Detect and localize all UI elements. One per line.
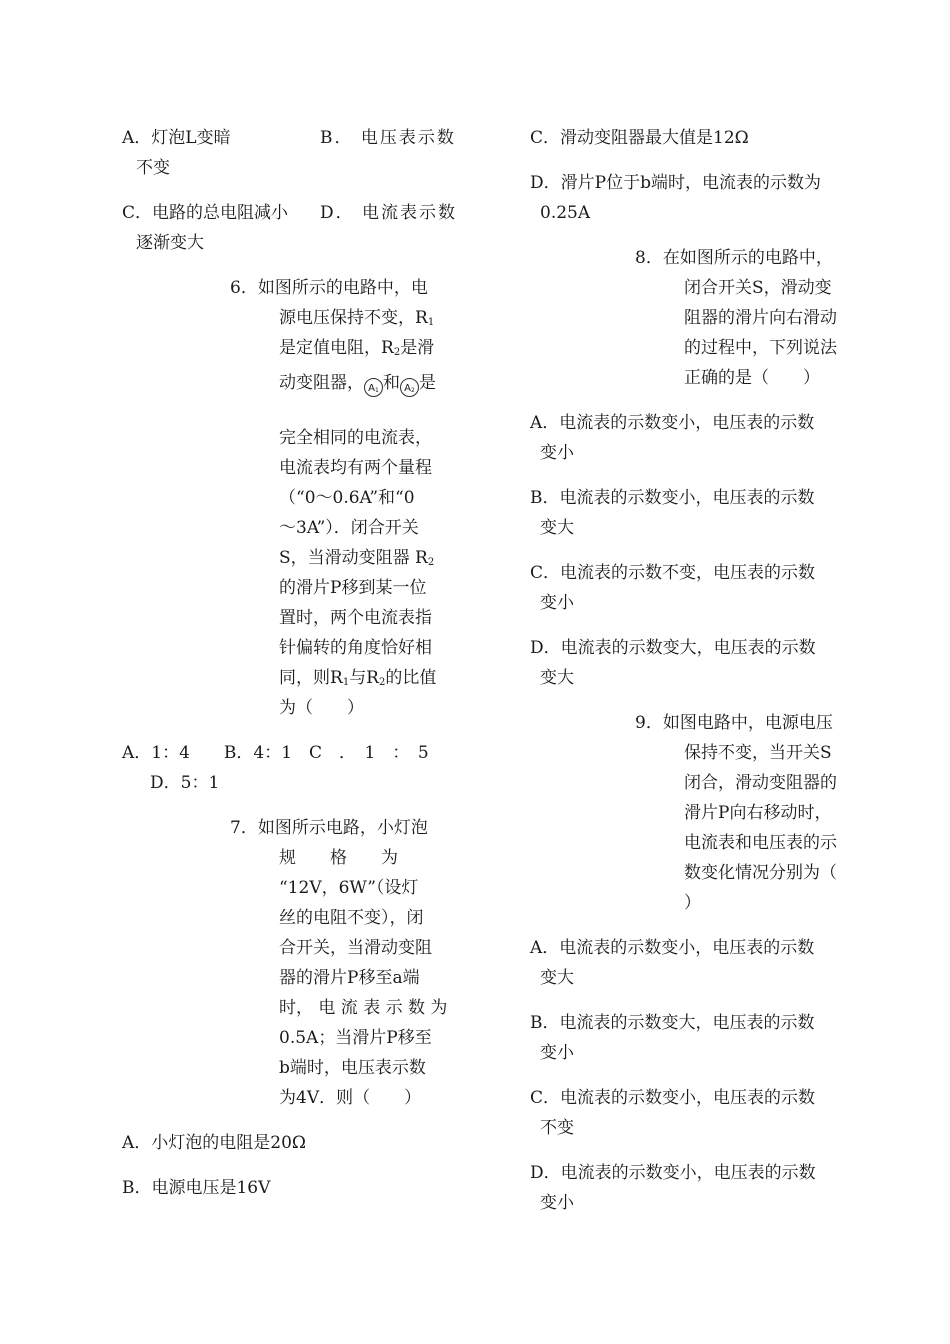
q8-stem-line-1: 8．在如图所示的电路中， — [635, 248, 833, 268]
q6-text: 和 — [383, 373, 400, 393]
q7-stem-line-3: “12V，6W”（设灯 — [279, 878, 419, 898]
q6-text: 是定值电阻，R — [279, 338, 394, 358]
q9-option-b-cont: 变小 — [540, 1043, 574, 1063]
ammeter-a1-icon — [364, 378, 383, 397]
q6-text: S，当滑动变阻器 R — [279, 548, 428, 568]
q7-stem-line-7: 时， 电 流 表 示 数 为 — [279, 998, 448, 1018]
q5-option-c: C．电路的总电阻减小 — [122, 203, 289, 223]
q9-stem-line-7: ） — [684, 893, 701, 913]
q6-stem-line-3 — [279, 333, 434, 363]
q9-option-c-cont: 不变 — [540, 1118, 574, 1138]
q6-text: 的比值 — [385, 668, 437, 688]
q6-stem-line-4 — [279, 368, 436, 398]
q7-stem-line-4: 丝的电阻不变），闭 — [279, 908, 424, 928]
r2-subscript: 2 — [379, 677, 386, 688]
q9-stem-line-5: 电流表和电压表的示 — [684, 833, 837, 853]
q5-option-d: D． 电流表示数 — [320, 203, 458, 223]
q6-stem-line-10: 的滑片P移到某一位 — [279, 578, 427, 598]
q6-stem-line-14: 为（ ） — [279, 698, 364, 718]
q6-stem-line-1: 6．如图所示的电路中，电 — [230, 278, 428, 298]
r2-subscript: 2 — [427, 557, 435, 568]
q5-option-a: A．灯泡L变暗 — [122, 128, 231, 148]
q9-option-d: D．电流表的示数变小，电压表的示数 — [530, 1163, 816, 1183]
q9-option-d-cont: 变小 — [540, 1193, 574, 1213]
q6-options-line-1: A．1：4 B．4：1 C ． 1 ： 5 — [122, 743, 429, 763]
q9-stem-line-4: 滑片P向右移动时， — [684, 803, 832, 823]
q9-stem-line-6: 数变化情况分别为（ — [684, 863, 837, 883]
q6-text: 源电压保持不变，R — [279, 308, 428, 328]
q6-text: 与R — [349, 668, 379, 688]
meter-subscript: 2 — [411, 387, 415, 394]
q7-option-b: B．电源电压是16V — [122, 1178, 271, 1198]
q8-option-d-cont: 变大 — [540, 668, 574, 688]
q6-text: 是滑 — [400, 338, 435, 358]
meter-subscript: 1 — [375, 387, 379, 394]
q8-stem-line-4: 的过程中，下列说法 — [684, 338, 837, 358]
q6-text: 动变阻器， — [279, 373, 364, 393]
q8-stem-line-3: 阻器的滑片向右滑动 — [684, 308, 837, 328]
q6-text: 同，则R — [279, 668, 343, 688]
q8-option-c-cont: 变小 — [540, 593, 574, 613]
q7-stem-line-5: 合开关，当滑动变阻 — [279, 938, 432, 958]
meter-letter: A — [404, 383, 411, 394]
meter-letter: A — [368, 383, 375, 394]
q7-stem-line-10: 为4V．则（ ） — [279, 1088, 422, 1108]
q7-option-c: C．滑动变阻器最大值是12Ω — [530, 128, 749, 148]
r1-subscript: 1 — [427, 317, 435, 328]
q6-stem-line-12: 针偏转的角度恰好相 — [279, 638, 432, 658]
q9-stem-line-1: 9．如图电路中，电源电压 — [635, 713, 833, 733]
q8-option-a-cont: 变小 — [540, 443, 574, 463]
q9-option-b: B．电流表的示数变大，电压表的示数 — [530, 1013, 815, 1033]
q6-stem-line-9 — [279, 543, 434, 573]
r1-subscript: 1 — [342, 677, 350, 688]
q8-option-c: C．电流表的示数不变，电压表的示数 — [530, 563, 816, 583]
q6-stem-line-13 — [279, 663, 436, 693]
q8-option-a: A．电流表的示数变小，电压表的示数 — [530, 413, 815, 433]
ammeter-a2-icon — [400, 378, 419, 397]
q6-options-line-2: D．5：1 — [150, 773, 220, 793]
q6-stem-line-11: 置时，两个电流表指 — [279, 608, 432, 628]
q7-option-a: A．小灯泡的电阻是20Ω — [122, 1133, 307, 1153]
q8-option-b-cont: 变大 — [540, 518, 574, 538]
q8-stem-line-2: 闭合开关S，滑动变 — [684, 278, 832, 298]
q5-option-d-cont: 逐渐变大 — [136, 233, 204, 253]
r2-subscript: 2 — [393, 347, 401, 358]
q7-stem-line-8: 0.5A；当滑片P移至 — [279, 1028, 432, 1048]
q6-stem-line-7: （“0～0.6A”和“0 — [279, 488, 415, 508]
q8-option-b: B．电流表的示数变小，电压表的示数 — [530, 488, 815, 508]
q9-option-c: C．电流表的示数变小，电压表的示数 — [530, 1088, 816, 1108]
q7-stem-line-2: 规 格 为 — [279, 848, 398, 868]
q6-text: 是 — [419, 373, 436, 393]
q7-option-d-cont: 0.25A — [540, 203, 591, 223]
q7-stem-line-6: 器的滑片P移至a端 — [279, 968, 420, 988]
q9-option-a-cont: 变大 — [540, 968, 574, 988]
q8-option-d: D．电流表的示数变大，电压表的示数 — [530, 638, 816, 658]
q9-option-a: A．电流表的示数变小，电压表的示数 — [530, 938, 815, 958]
q5-option-b-cont: 不变 — [136, 158, 170, 178]
q6-stem-line-2 — [279, 303, 434, 333]
q9-stem-line-3: 闭合，滑动变阻器的 — [684, 773, 837, 793]
q8-stem-line-5: 正确的是（ ） — [684, 368, 820, 388]
q7-stem-line-1: 7．如图所示电路，小灯泡 — [230, 818, 428, 838]
q7-option-d: D．滑片P位于b端时，电流表的示数为 — [530, 173, 821, 193]
q9-stem-line-2: 保持不变，当开关S — [684, 743, 832, 763]
q7-stem-line-9: b端时，电压表示数 — [279, 1058, 426, 1078]
q6-stem-line-8: ～3A”）．闭合开关 — [279, 518, 419, 538]
q5-option-b: B． 电压表示数 — [320, 128, 456, 148]
q6-stem-line-6: 电流表均有两个量程 — [279, 458, 432, 478]
q6-stem-line-5: 完全相同的电流表， — [279, 428, 432, 448]
